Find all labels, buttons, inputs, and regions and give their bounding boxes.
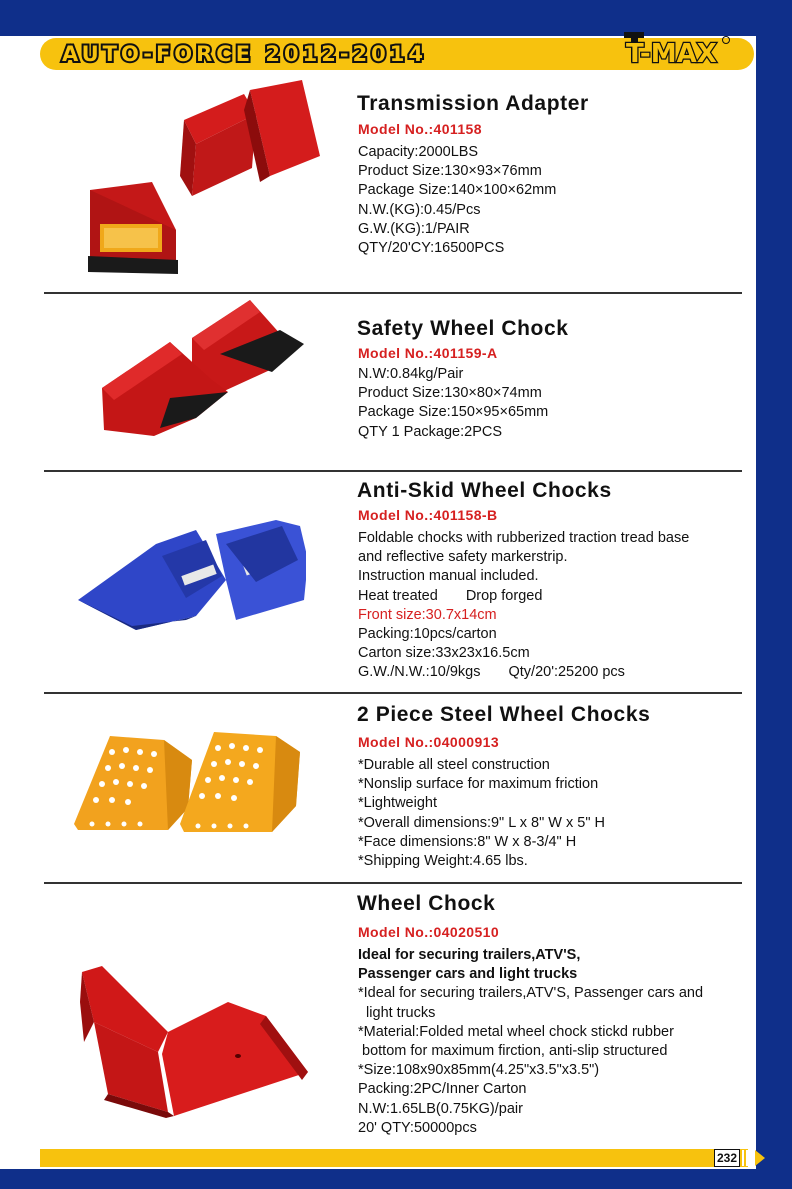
spec-line: G.W./N.W.:10/9kgs Qty/20':25200 pcs: [358, 664, 625, 681]
spec-line: N.W:0.84kg/Pair: [358, 366, 464, 382]
spec-line: Foldable chocks with rubberized traction tread base: [358, 530, 690, 546]
product-title: Transmission Adapter: [357, 92, 589, 115]
product-model: Model No.:401159-A: [358, 345, 498, 361]
blue-foldable-chock-pair-icon: [76, 520, 306, 630]
spec-line: Product Size:130×80×74mm: [358, 385, 542, 402]
spec-line: light trucks: [358, 1004, 436, 1021]
spec-line: Capacity:2000LBS: [358, 144, 479, 160]
spec-line: and reflective safety markerstrip.: [358, 549, 568, 566]
arrow-right-icon: [755, 1150, 765, 1166]
spec-line: *Nonslip surface for maximum friction: [358, 776, 599, 793]
spec-line: 20' QTY:50000pcs: [358, 1119, 477, 1136]
product-specs: [358, 529, 689, 683]
product-model: Model No.:04000913: [358, 734, 500, 750]
spec-line: *Size:108x90x85mm(4.25"x3.5"x3.5"): [358, 1062, 600, 1079]
spec-line: *Face dimensions:8" W x 8-3/4" H: [358, 833, 577, 850]
page-indicator: [714, 1149, 766, 1167]
product-title: Anti-Skid Wheel Chocks: [357, 479, 612, 502]
tmax-logo-icon: [622, 28, 734, 68]
spec-line: QTY/20'CY:16500PCS: [358, 239, 505, 256]
spec-line: G.W.(KG):1/PAIR: [358, 220, 470, 237]
section-divider: [44, 692, 742, 694]
spec-line: Packing:10pcs/carton: [358, 625, 497, 642]
product-model: Model No.:04020510: [358, 924, 500, 940]
spec-line: Carton size:33x23x16.5cm: [358, 645, 530, 662]
stripes-icon: [742, 1150, 754, 1166]
spec-line: N.W.(KG):0.45/Pcs: [358, 201, 481, 218]
section-divider: [44, 470, 742, 472]
spec-line: QTY 1 Package:2PCS: [358, 423, 503, 440]
spec-line: Packing:2PC/Inner Carton: [358, 1081, 527, 1098]
side-frame: [756, 36, 792, 1189]
section-divider: [44, 292, 742, 294]
spec-line: *Durable all steel construction: [358, 757, 550, 773]
spec-line: Passenger cars and light trucks: [358, 966, 578, 983]
spec-line: Front size:30.7x14cm: [358, 606, 497, 623]
product-model: Model No.:401158: [358, 121, 482, 137]
spec-line: Ideal for securing trailers,ATV'S,: [358, 947, 581, 963]
red-single-wheel-chock-icon: [78, 962, 318, 1122]
product-model: Model No.:401158-B: [358, 507, 498, 523]
spec-line: Instruction manual included.: [358, 568, 539, 585]
section-divider: [44, 882, 742, 884]
spec-line: Product Size:130×93×76mm: [358, 163, 542, 180]
product-title: Safety Wheel Chock: [357, 317, 569, 340]
product-specs: [358, 143, 556, 258]
footer-bar: [40, 1149, 748, 1167]
bottom-frame: [0, 1169, 792, 1189]
product-specs: [358, 756, 605, 871]
page-number: 232: [714, 1149, 740, 1167]
product-title: 2 Piece Steel Wheel Chocks: [357, 703, 651, 726]
spec-line: *Lightweight: [358, 795, 437, 812]
banner-title: AUTO-FORCE 2012-2014: [62, 42, 427, 66]
spec-line: *Shipping Weight:4.65 lbs.: [358, 852, 528, 869]
spec-line: *Material:Folded metal wheel chock stickd rubber: [358, 1023, 674, 1040]
spec-line: *Overall dimensions:9" L x 8" W x 5" H: [358, 814, 605, 831]
red-wheel-chock-pair-icon: [84, 80, 324, 280]
red-safety-chock-pair-icon: [100, 300, 310, 440]
spec-line: Package Size:150×95×65mm: [358, 404, 549, 421]
product-title: Wheel Chock: [357, 892, 496, 915]
spec-line: bottom for maximum firction, anti-slip structured: [358, 1042, 668, 1059]
brand-name: T-MAX: [626, 39, 717, 68]
spec-line: Heat treated Drop forged: [358, 587, 543, 604]
product-specs: [358, 365, 548, 442]
orange-perforated-chock-pair-icon: [72, 726, 302, 836]
spec-line: N.W:1.65LB(0.75KG)/pair: [358, 1100, 523, 1117]
spec-line: *Ideal for securing trailers,ATV'S, Passenger cars and: [358, 985, 704, 1002]
product-specs: [358, 946, 703, 1138]
spec-line: Package Size:140×100×62mm: [358, 182, 557, 199]
